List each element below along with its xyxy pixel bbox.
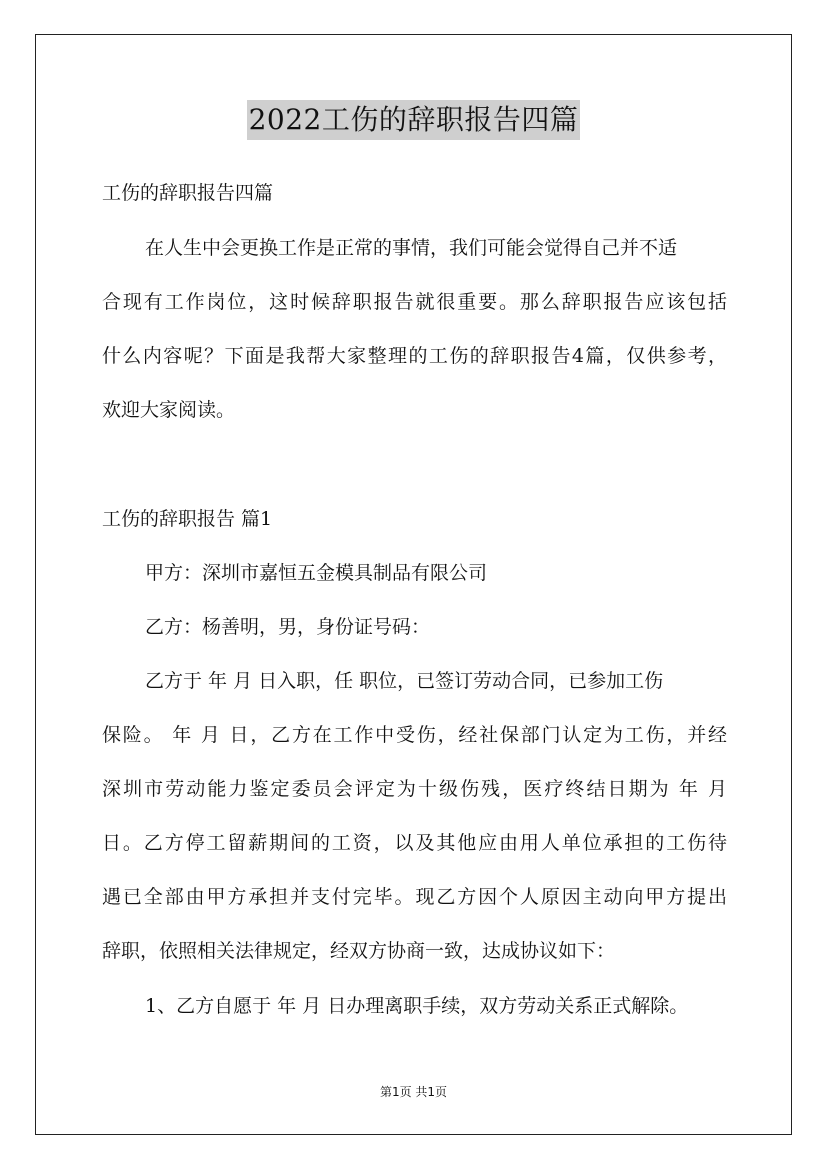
intro-line-2: 合现有工作岗位，这时候辞职报告就很重要。那么辞职报告应该包括 — [102, 291, 727, 313]
body-line-4: 日。乙方停工留薪期间的工资，以及其他应由用人单位承担的工伤待 — [102, 832, 727, 854]
title-container — [0, 100, 827, 140]
intro-line-4: 欢迎大家阅读。 — [102, 399, 236, 421]
clause-1: 1、乙方自愿于 年 月 日办理离职手续，双方劳动关系正式解除。 — [145, 995, 689, 1017]
party-b-line: 乙方：杨善明，男，身份证号码： — [145, 616, 431, 638]
intro-line-3: 什么内容呢？下面是我帮大家整理的工伤的辞职报告4篇，仅供参考， — [102, 345, 727, 367]
body-line-3: 深圳市劳动能力鉴定委员会评定为十级伤残，医疗终结日期为 年 月 — [102, 778, 727, 800]
document-subtitle: 工伤的辞职报告四篇 — [102, 182, 274, 204]
body-line-6: 辞职，依照相关法律规定，经双方协商一致，达成协议如下： — [102, 940, 616, 962]
body-line-5: 遇已全部由甲方承担并支付完毕。现乙方因个人原因主动向甲方提出 — [102, 886, 727, 908]
intro-line-1: 在人生中会更换工作是正常的事情，我们可能会觉得自己并不适 — [145, 237, 678, 259]
page-number-footer: 第1页 共1页 — [379, 1085, 448, 1099]
section-heading: 工伤的辞职报告 篇1 — [102, 508, 273, 530]
party-a-line: 甲方：深圳市嘉恒五金模具制品有限公司 — [145, 562, 488, 584]
document-title: 2022工伤的辞职报告四篇 — [247, 100, 581, 140]
body-line-1: 乙方于 年 月 日入职，任 职位，已签订劳动合同，已参加工伤 — [145, 670, 664, 692]
body-line-2: 保险。 年 月 日，乙方在工作中受伤，经社保部门认定为工伤，并经 — [102, 724, 727, 746]
